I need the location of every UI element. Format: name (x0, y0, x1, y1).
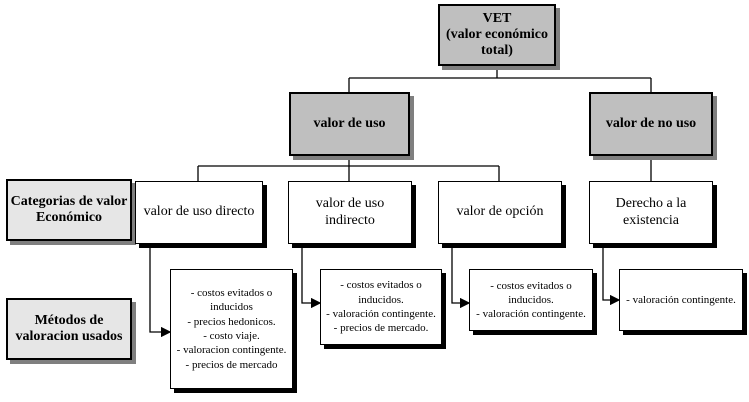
method-item: - precios de mercado (185, 358, 278, 371)
side-label-metodos (6, 298, 132, 360)
category-label-line1: valor de uso (315, 196, 385, 212)
node-vet-line3: total) (481, 43, 513, 59)
methods-box-indirecto (320, 269, 442, 345)
method-item: - precios hedonicos. (187, 315, 276, 328)
category-derecho-a-la-existencia (589, 181, 713, 244)
methods-box-existencia (619, 269, 743, 331)
category-label-line1: Derecho a la (615, 196, 687, 212)
side-label-categorias-line1: Categorias de valor (10, 193, 128, 209)
node-vet (438, 4, 556, 66)
methods-box-directo (170, 269, 293, 389)
arrow-directo-methods (150, 244, 170, 332)
methods-box-opcion (469, 269, 593, 331)
category-valor-de-opcion (438, 181, 562, 244)
side-label-categorias (6, 179, 132, 241)
arrow-existencia-methods (603, 244, 619, 300)
arrow-opcion-methods (452, 244, 469, 303)
method-item: - valoración contingente. (476, 308, 586, 321)
node-valor-de-no-uso-label: valor de no uso (605, 115, 697, 131)
arrow-indirecto-methods (302, 244, 320, 303)
category-label-line2: indirecto (325, 212, 375, 228)
method-item: - precios de mercado. (333, 322, 429, 335)
node-vet-line2: (valor económico (446, 26, 548, 42)
method-item: - costos evitados o inducidos. (490, 279, 572, 306)
method-item: - valoración contingente. (326, 308, 436, 320)
node-vet-line1: VET (482, 10, 512, 26)
side-label-metodos-line1: Métodos de (34, 312, 104, 328)
method-item: - valoracion contingente. (176, 344, 287, 357)
category-valor-de-uso-directo (135, 181, 263, 244)
category-valor-de-uso-indirecto (288, 181, 412, 244)
method-item: - valoración contingente. (626, 293, 736, 306)
category-label-line2: existencia (623, 212, 679, 228)
node-valor-de-uso (289, 92, 410, 156)
method-item: - costos evitados o inducidos. (340, 279, 422, 306)
node-valor-de-no-uso (589, 92, 713, 156)
side-label-categorias-line2: Económico (35, 210, 103, 225)
category-label: valor de opción (456, 204, 544, 220)
category-label: valor de uso directo (143, 204, 255, 220)
method-item: - costos evitados o inducidos (190, 287, 273, 314)
side-label-metodos-line2: valoracion usados (15, 329, 123, 344)
method-item: - costo viaje. (203, 330, 260, 342)
node-valor-de-uso-label: valor de uso (313, 115, 386, 131)
